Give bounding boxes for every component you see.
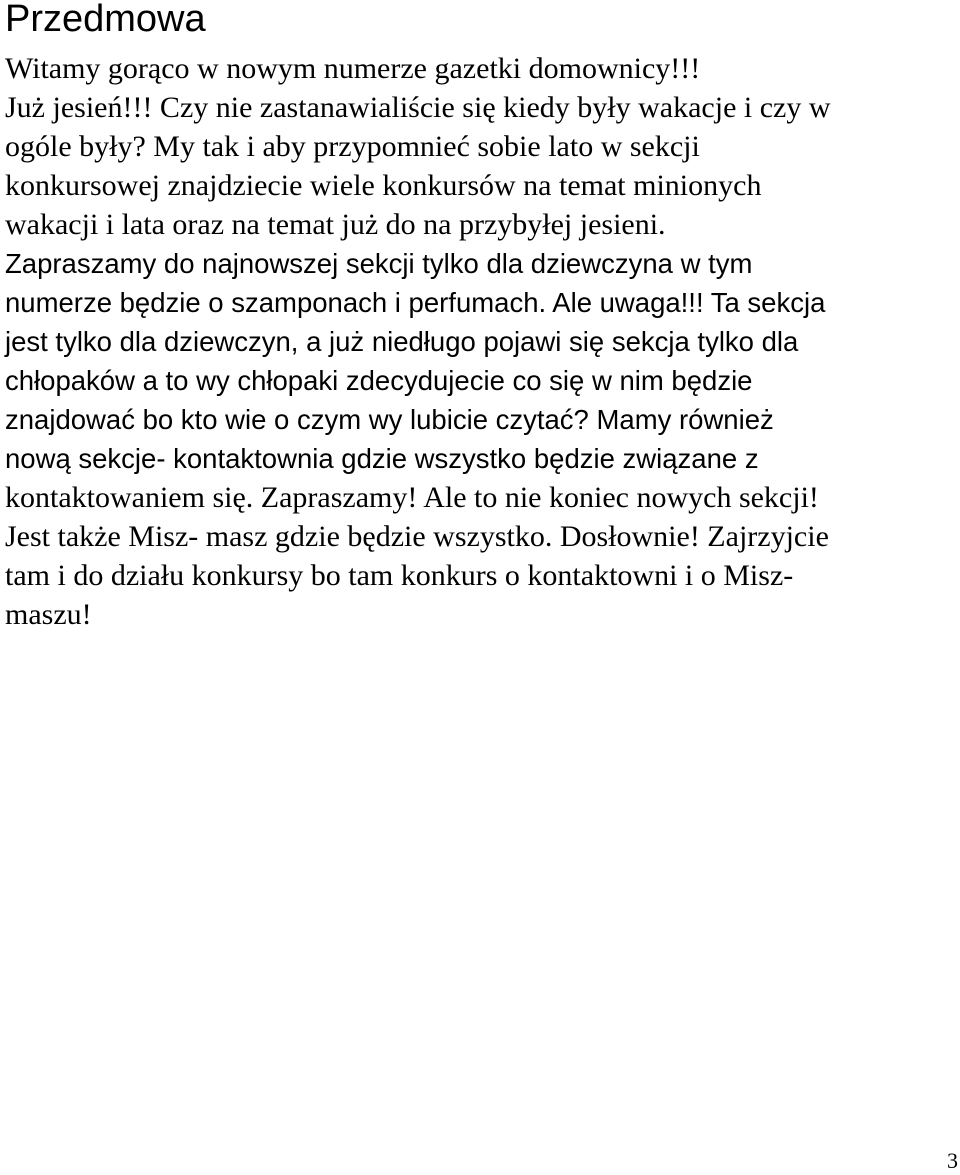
- text-line: ogóle były? My tak i aby przypomnieć sobie lato w sekcji: [5, 130, 700, 163]
- text-line: konkursowej znajdziecie wiele konkursów na temat minionych: [5, 169, 762, 202]
- text-line: znajdować bo kto wie o czym wy lubicie czytać? Mamy również: [5, 404, 774, 435]
- text-line: Jest także Misz- masz gdzie będzie wszystko. Dosłownie! Zajrzyjcie: [5, 520, 829, 553]
- text-line: jest tylko dla dziewczyn, a już niedługo pojawi się sekcja tylko dla: [5, 326, 799, 357]
- text-line: nową sekcje- kontaktownia gdzie wszystko będzie związane z: [5, 443, 759, 474]
- preface-body: [5, 49, 955, 634]
- page-number: 3: [947, 1148, 958, 1173]
- text-line: chłopaków a to wy chłopaki zdecydujecie co się w nim będzie: [5, 365, 753, 396]
- text-line: Już jesień!!! Czy nie zastanawialiście się kiedy były wakacje i czy w: [5, 91, 831, 124]
- text-line: Zapraszamy do najnowszej sekcji tylko dla dziewczyna w tym: [5, 248, 753, 279]
- text-line: Witamy gorąco w nowym numerze gazetki domownicy!!!: [5, 52, 701, 85]
- text-line: maszu!: [5, 598, 92, 631]
- text-line: numerze będzie o szamponach i perfumach. Ale uwaga!!! Ta sekcja: [5, 287, 826, 318]
- text-line: kontaktowaniem się. Zapraszamy! Ale to nie koniec nowych sekcji!: [5, 481, 819, 514]
- text-line: wakacji i lata oraz na temat już do na przybyłej jesieni.: [5, 208, 666, 241]
- page-title: Przedmowa: [5, 0, 206, 40]
- text-line: tam i do działu konkursy bo tam konkurs o kontaktowni i o Misz-: [5, 559, 794, 592]
